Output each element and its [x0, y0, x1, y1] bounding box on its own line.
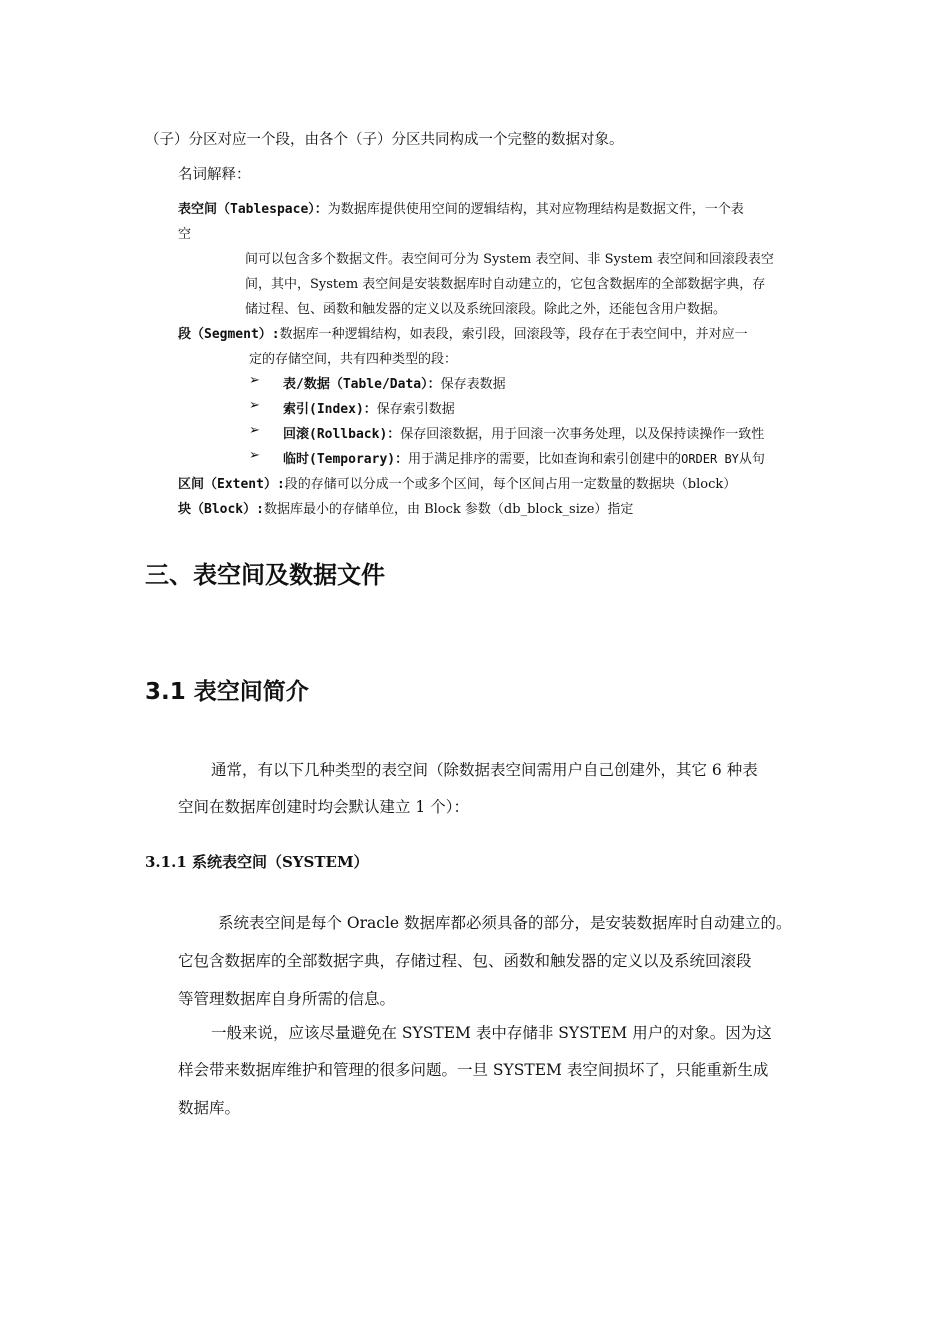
segment-type-row [283, 423, 764, 442]
glossary-heading: 名词解释： [178, 167, 251, 183]
list-item [249, 448, 765, 467]
section-3-1-para-line1: 通常，有以下几种类型的表空间（除数据表空间需用户自己创建外，其它 6 种表 [211, 761, 758, 779]
section-3-1-title: 3.1 表空间简介 [145, 679, 309, 705]
section-3-1-1-para2-line1: 一般来说，应该尽量避免在 SYSTEM 表中存储非 SYSTEM 用户的对象。因为这 [211, 1024, 772, 1042]
block-def: 数据库最小的存储单位，由 Block 参数（db_block_size）指定 [263, 502, 634, 517]
segment-type-desc: 保存表数据 [440, 377, 506, 392]
section-3-1-1-para2-line2: 样会带来数据库维护和管理的很多问题。一旦 SYSTEM 表空间损坏了，只能重新生成 [178, 1061, 769, 1079]
tablespace-def-line2: 空 [178, 227, 192, 242]
segment-type-desc-code: ORDER BY [681, 452, 739, 466]
extent-definition [178, 473, 736, 492]
section-3-1-1-para1-line1: 系统表空间是每个 Oracle 数据库都必须具备的部分，是安装数据库时自动建立的。 [218, 914, 792, 932]
intro-line: （子）分区对应一个段，由各个（子）分区共同构成一个完整的数据对象。 [145, 132, 624, 148]
section-3-1-1-para1-line3: 等管理数据库自身所需的信息。 [178, 990, 396, 1008]
segment-term: 段（Segment）: [178, 327, 280, 342]
segment-type-row [283, 448, 765, 467]
bullet-arrow-icon: ➢ [249, 423, 260, 438]
block-term: 块（Block）: [178, 502, 264, 517]
segment-type-term: 索引(Index)： [283, 402, 377, 417]
segment-type-term: 回滚(Rollback)： [283, 427, 401, 442]
segment-type-term: 表/数据（Table/Data）： [283, 377, 441, 392]
list-item [249, 373, 506, 392]
tablespace-def-line4: 间，其中，System 表空间是安装数据库时自动建立的，它包含数据库的全部数据字典，存 [245, 277, 766, 292]
bullet-arrow-icon: ➢ [249, 448, 260, 463]
section-3-1-1-para2-line3: 数据库。 [178, 1099, 241, 1117]
tablespace-def-line3: 间可以包含多个数据文件。表空间可分为 System 表空间、非 System 表空间和回滚段表空 [245, 252, 774, 267]
segment-type-row [283, 398, 455, 417]
segment-type-desc: 保存回滚数据，用于回滚一次事务处理，以及保持读操作一致性 [400, 427, 765, 442]
list-item [249, 423, 765, 442]
segment-definition [178, 323, 748, 342]
tablespace-term: 表空间（Tablespace）： [178, 202, 328, 217]
section-3-1-1-title: 3.1.1 系统表空间（SYSTEM） [145, 853, 369, 871]
list-item [249, 398, 455, 417]
segment-type-term: 临时(Temporary)： [283, 452, 409, 467]
segment-type-desc: 用于满足排序的需要，比如查询和索引创建中的 [408, 452, 682, 467]
segment-type-row [283, 373, 506, 392]
segment-def-line2: 定的存储空间，共有四种类型的段： [249, 352, 458, 367]
tablespace-def-line1: 为数据库提供使用空间的逻辑结构，其对应物理结构是数据文件，一个表 [327, 202, 744, 217]
segment-def-line1: 数据库一种逻辑结构，如表段，索引段，回滚段等，段存在于表空间中，并对应一 [279, 327, 748, 342]
bullet-arrow-icon: ➢ [249, 373, 260, 388]
segment-type-desc: 保存索引数据 [376, 402, 455, 417]
section-3-title: 三、表空间及数据文件 [145, 561, 385, 589]
section-3-1-para-line2: 空间在数据库创建时均会默认建立 1 个）： [178, 798, 469, 816]
tablespace-def-line5: 储过程、包、函数和触发器的定义以及系统回滚段。除此之外，还能包含用户数据。 [245, 302, 727, 317]
segment-type-desc-tail: 从句 [738, 452, 765, 467]
tablespace-definition [178, 198, 744, 217]
section-3-1-1-para1-line2: 它包含数据库的全部数据字典，存储过程、包、函数和触发器的定义以及系统回滚段 [178, 952, 752, 970]
block-definition [178, 498, 633, 517]
extent-def: 段的存储可以分成一个或多个区间，每个区间占用一定数量的数据块（block） [284, 477, 737, 492]
bullet-arrow-icon: ➢ [249, 398, 260, 413]
extent-term: 区间（Extent）: [178, 477, 285, 492]
